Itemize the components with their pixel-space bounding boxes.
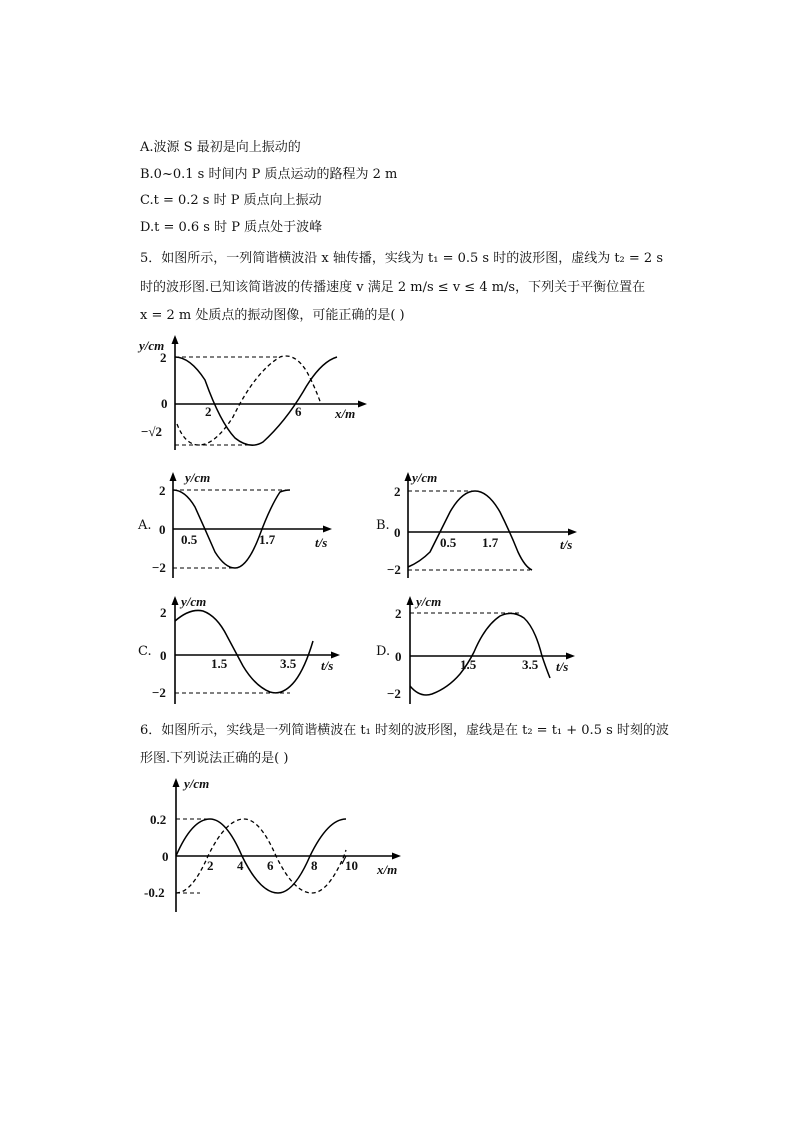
y-tick-bottom: −2 xyxy=(152,560,166,575)
y-tick-zero: 0 xyxy=(160,648,167,663)
q5-line-2: 时的波形图.已知该简谐波的传播速度 v 满足 2 m/s ≤ v ≤ 4 m/s，下列关于平衡位置在 xyxy=(140,280,646,295)
vibration-curve xyxy=(175,610,313,692)
y-tick-top: 2 xyxy=(160,605,167,620)
x-tick-8: 8 xyxy=(311,858,318,873)
y-tick-top: 2 xyxy=(159,483,166,498)
t-tick-2: 3.5 xyxy=(280,656,297,671)
y-tick-top: 2 xyxy=(395,606,402,621)
y-tick-zero: 0 xyxy=(159,522,166,537)
option-b-graph xyxy=(387,462,590,582)
y-tick-top: 2 xyxy=(394,484,401,499)
y-axis-label: y/cm xyxy=(181,594,207,609)
x-axis-label: t/s xyxy=(556,659,569,674)
t-tick-1: 1.5 xyxy=(460,657,477,672)
vibration-curve xyxy=(410,613,550,695)
option-d-graph xyxy=(387,586,590,706)
option-c-graph xyxy=(152,586,355,706)
y-axis-arrow xyxy=(172,335,179,344)
t-tick-2: 1.7 xyxy=(482,535,499,550)
t-tick-2: 1.7 xyxy=(259,532,276,547)
x-axis-label: x/m xyxy=(335,406,356,421)
y-axis-label: y/cm xyxy=(139,338,165,353)
option-d: D.t = 0.6 s 时 P 质点处于波峰 xyxy=(140,220,323,235)
y-tick-zero: 0 xyxy=(162,849,169,864)
y-tick-bottom: −2 xyxy=(387,562,401,577)
y-axis-label: y/cm xyxy=(185,470,211,485)
x-axis-label: x/m xyxy=(377,862,398,877)
q6-line-2: 形图.下列说法正确的是( ) xyxy=(140,751,289,766)
y-axis-label: y/cm xyxy=(184,776,210,791)
y-tick-zero: 0 xyxy=(161,396,168,411)
y-axis-arrow xyxy=(407,596,414,605)
t-tick-2: 3.5 xyxy=(522,657,539,672)
t-tick-1: 0.5 xyxy=(440,535,457,550)
x-tick-10: 10 xyxy=(345,858,358,873)
vibration-curve xyxy=(408,491,532,570)
y-axis-arrow xyxy=(173,778,180,787)
dashed-wave xyxy=(177,356,321,445)
t-tick-1: 1.5 xyxy=(211,656,228,671)
y-tick-bottom: -0.2 xyxy=(144,885,165,900)
option-c-label: C. xyxy=(138,644,152,659)
option-d-label: D. xyxy=(376,644,391,659)
x-axis-arrow xyxy=(358,401,367,408)
x-axis-label: t/s xyxy=(315,535,328,550)
y-tick-top: 2 xyxy=(160,350,167,365)
option-a-label: A. xyxy=(138,518,152,533)
q6-line-1: 6．如图所示，实线是一列简谐横波在 t₁ 时刻的波形图，虚线是在 t₂ = t₁ + 0.5 s 时刻的波 xyxy=(140,723,669,738)
q5-line-3: x = 2 m 处质点的振动图像，可能正确的是( ) xyxy=(140,308,405,323)
y-tick-bottom: −2 xyxy=(152,685,166,700)
y-tick-top: 0.2 xyxy=(150,812,167,827)
q5-wave-graph xyxy=(135,332,370,452)
x-tick-6: 6 xyxy=(267,858,274,873)
x-axis-label: t/s xyxy=(560,537,573,552)
solid-wave xyxy=(175,357,337,445)
q5-line-1: 5．如图所示，一列简谐横波沿 x 轴传播，实线为 t₁ = 0.5 s 时的波形图，虚线为 t₂ = 2 s xyxy=(140,251,664,266)
x-axis-label: t/s xyxy=(321,658,334,673)
x-axis-arrow xyxy=(568,529,577,536)
y-axis-arrow xyxy=(405,472,412,481)
y-tick-bottom: −2 xyxy=(387,686,401,701)
q6-wave-graph xyxy=(140,772,410,917)
y-axis-label: y/cm xyxy=(412,470,438,485)
y-axis-arrow xyxy=(170,472,177,481)
t-tick-1: 0.5 xyxy=(181,532,198,547)
x-tick-6: 6 xyxy=(295,404,302,419)
option-c: C.t = 0.2 s 时 P 质点向上振动 xyxy=(140,193,322,208)
x-tick-4: 4 xyxy=(237,858,244,873)
x-tick-2: 2 xyxy=(205,404,212,419)
y-tick-bottom: −√2 xyxy=(141,424,163,439)
option-b-label: B. xyxy=(376,518,390,533)
y-tick-zero: 0 xyxy=(395,649,402,664)
option-a-graph xyxy=(152,462,345,582)
option-a: A.波源 S 最初是向上振动的 xyxy=(140,140,301,155)
y-tick-zero: 0 xyxy=(394,525,401,540)
y-axis-label: y/cm xyxy=(416,594,442,609)
x-axis-arrow xyxy=(323,526,332,533)
y-axis-arrow xyxy=(172,596,179,605)
x-axis-arrow xyxy=(392,853,401,860)
x-tick-2: 2 xyxy=(207,858,214,873)
option-b: B.0~0.1 s 时间内 P 质点运动的路程为 2 m xyxy=(140,167,398,182)
